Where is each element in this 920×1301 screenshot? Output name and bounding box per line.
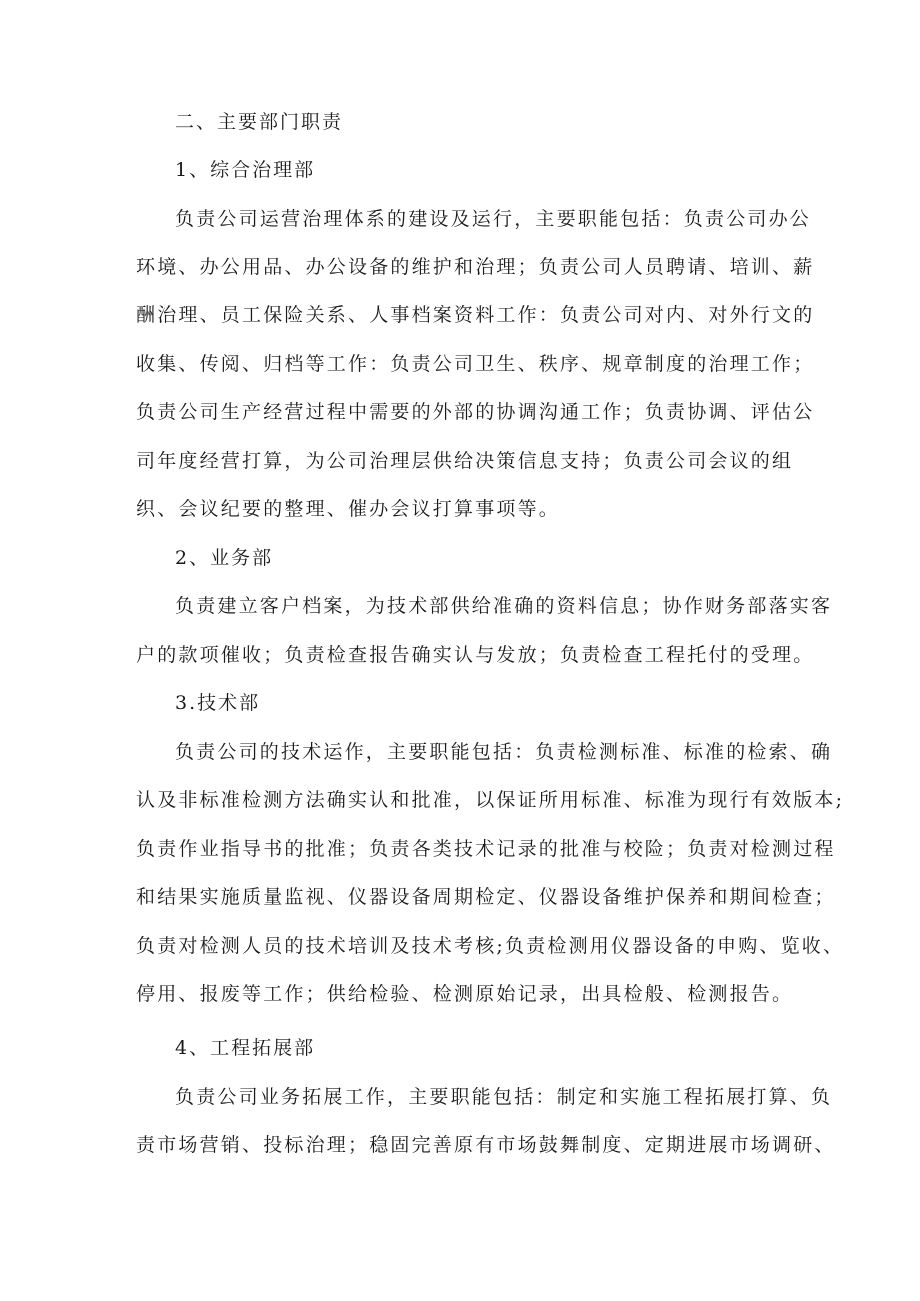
dept-heading-general-admin: 1、综合治理部 [175, 159, 316, 181]
paragraph-line: 负责建立客户档案，为技术部供给准确的资料信息；协作财务部落实客 [175, 595, 833, 617]
paragraph-line: 织、会议纪要的整理、催办会议打算事项等。 [136, 498, 561, 520]
section-title: 二、主要部门职责 [175, 111, 344, 133]
paragraph-line: 户的款项催收；负责检查报告确实认与发放；负责检查工程托付的受理。 [136, 644, 815, 666]
paragraph-line: 负责公司运营治理体系的建设及运行，主要职能包括：负责公司办公 [175, 208, 812, 230]
dept-heading-project-expansion: 4、工程拓展部 [175, 1037, 316, 1059]
paragraph-line: 认及非标准检测方法确实认和批准，以保证所用标准、标准为现行有效版本; [136, 789, 845, 811]
paragraph-line: 和结果实施质量监视、仪器设备周期检定、仪器设备维护保养和期间检查； [136, 886, 836, 908]
paragraph-line: 负责公司生产经营过程中需要的外部的协调沟通工作；负责协调、评估公 [136, 401, 815, 423]
paragraph-line: 司年度经营打算，为公司治理层供给决策信息支持；负责公司会议的组 [136, 450, 794, 472]
dept-heading-business: 2、业务部 [175, 547, 274, 569]
paragraph-line: 负责公司的技术运作，主要职能包括：负责检测标准、标准的检索、确 [175, 741, 833, 763]
paragraph-line: 负责公司业务拓展工作，主要职能包括：制定和实施工程拓展打算、负 [175, 1086, 833, 1108]
paragraph-line: 环境、办公用品、办公设备的维护和治理；负责公司人员聘请、培训、薪 [136, 256, 815, 278]
paragraph-line: 负责对检测人员的技术培训及技术考核;负责检测用仪器设备的申购、览收、 [136, 935, 845, 957]
paragraph-line: 责市场营销、投标治理；稳固完善原有市场鼓舞制度、定期进展市场调研、 [136, 1134, 836, 1156]
paragraph-line: 酬治理、员工保险关系、人事档案资料工作：负责公司对内、对外行文的 [136, 304, 815, 326]
paragraph-line: 收集、传阅、归档等工作：负责公司卫生、秩序、规章制度的治理工作； [136, 353, 815, 375]
dept-heading-technical: 3.技术部 [175, 692, 261, 714]
paragraph-line: 负责作业指导书的批准；负责各类技术记录的批准与校险；负责对检测过程 [136, 838, 836, 860]
paragraph-line: 停用、报废等工作；供给检验、检测原始记录，出具检般、检测报告。 [136, 983, 794, 1005]
